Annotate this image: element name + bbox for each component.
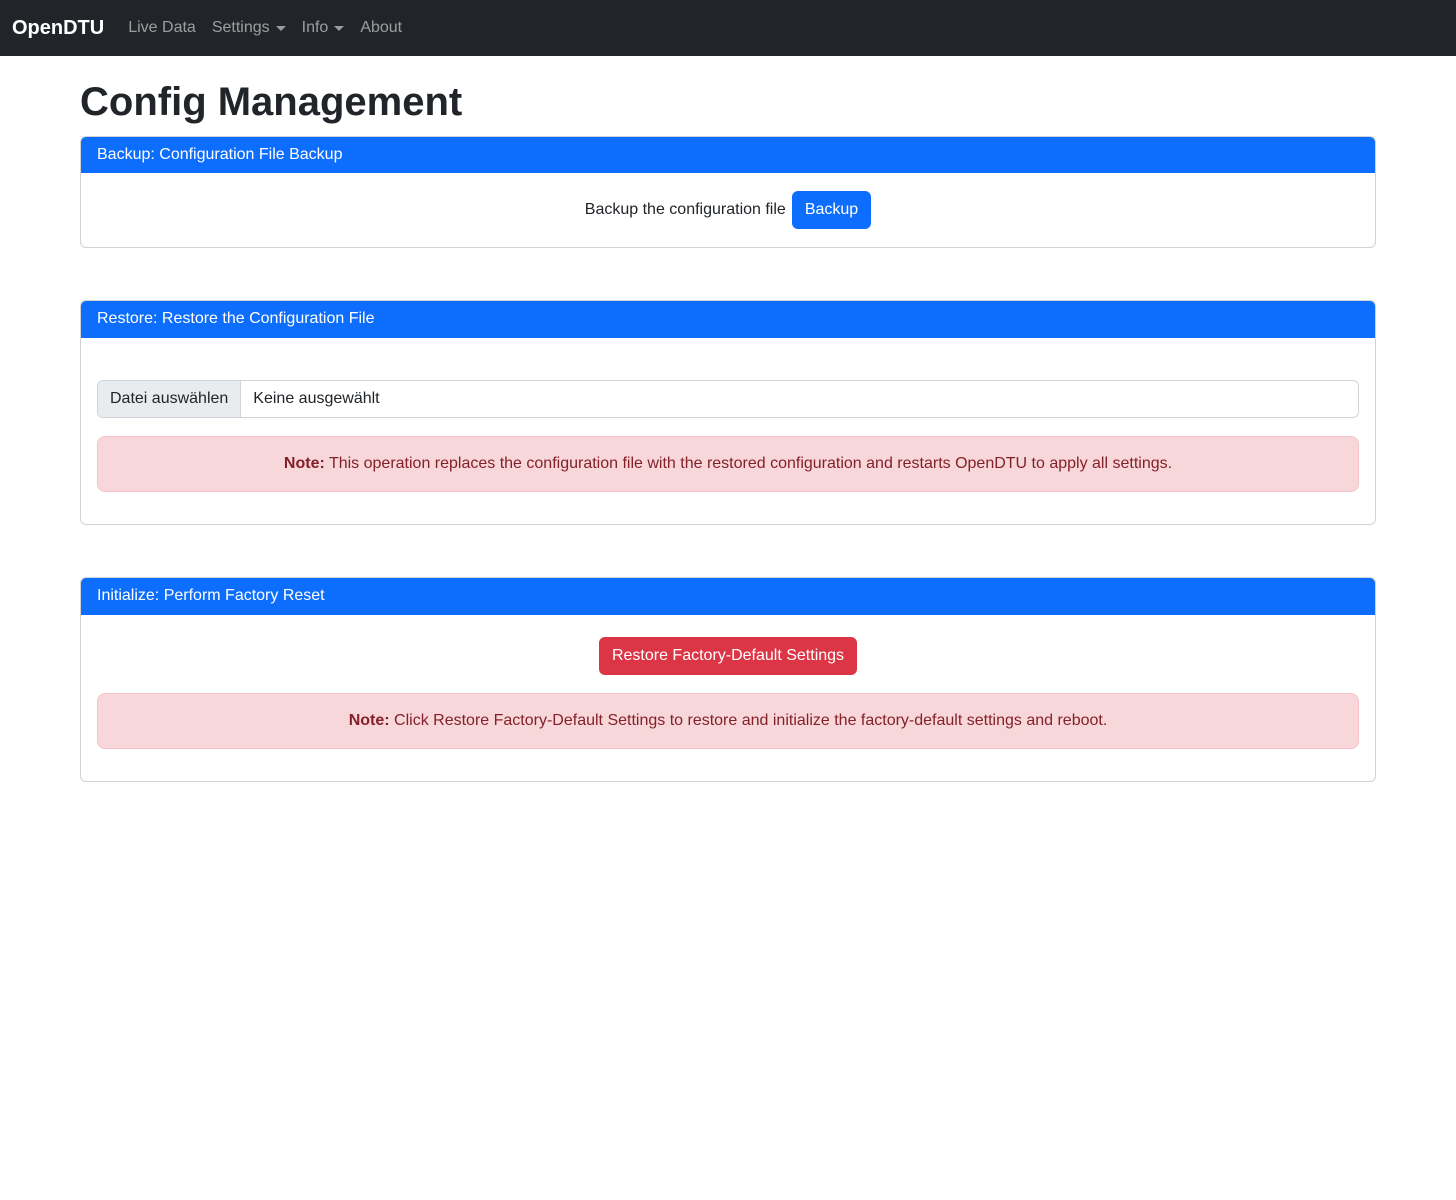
main-content — [68, 78, 1388, 782]
initialize-card-header: Initialize: Perform Factory Reset — [81, 578, 1375, 614]
nav-item-live-data[interactable] — [120, 11, 204, 45]
backup-card — [80, 136, 1376, 248]
nav-item-label: Settings — [211, 19, 270, 36]
backup-row — [97, 189, 1359, 231]
backup-button[interactable]: Backup — [792, 191, 871, 229]
navbar-brand[interactable]: OpenDTU — [12, 16, 105, 39]
initialize-card-body — [81, 615, 1375, 781]
backup-description: Backup the configuration file — [584, 201, 786, 219]
restore-card-header: Restore: Restore the Configuration File — [81, 301, 1375, 337]
file-choose-button[interactable]: Datei auswählen — [98, 381, 241, 417]
nav-item-info[interactable] — [294, 11, 353, 45]
factory-reset-button[interactable]: Restore Factory-Default Settings — [599, 637, 857, 675]
navbar-menu — [120, 11, 410, 45]
page-title: Config Management — [80, 80, 463, 124]
chevron-down-icon — [334, 26, 344, 31]
nav-item-label: Live Data — [128, 19, 196, 36]
nav-item-about[interactable] — [352, 11, 410, 45]
nav-item-label: About — [360, 19, 403, 36]
restore-card — [80, 300, 1376, 525]
navbar — [0, 0, 1456, 56]
chevron-down-icon — [276, 26, 286, 31]
backup-card-header: Backup: Configuration File Backup — [81, 137, 1375, 173]
backup-card-body — [81, 173, 1375, 247]
nav-item-label: Info — [301, 19, 329, 36]
note-label: Note: — [348, 711, 390, 729]
note-text: This operation replaces the configuration file with the restored configuration and restarts OpenDTU to apply all settings. — [328, 454, 1173, 472]
initialize-note — [97, 693, 1359, 749]
nav-item-settings[interactable] — [204, 11, 294, 45]
file-status-text: Keine ausgewählt — [253, 389, 380, 407]
note-text: Click Restore Factory-Default Settings to restore and initialize the factory-default settings and reboot. — [394, 711, 1108, 729]
restore-note — [97, 436, 1359, 492]
restore-card-body — [81, 338, 1375, 524]
initialize-card — [80, 577, 1376, 782]
reset-row — [97, 637, 1359, 675]
note-label: Note: — [283, 454, 325, 472]
restore-file-input[interactable] — [97, 380, 1359, 418]
